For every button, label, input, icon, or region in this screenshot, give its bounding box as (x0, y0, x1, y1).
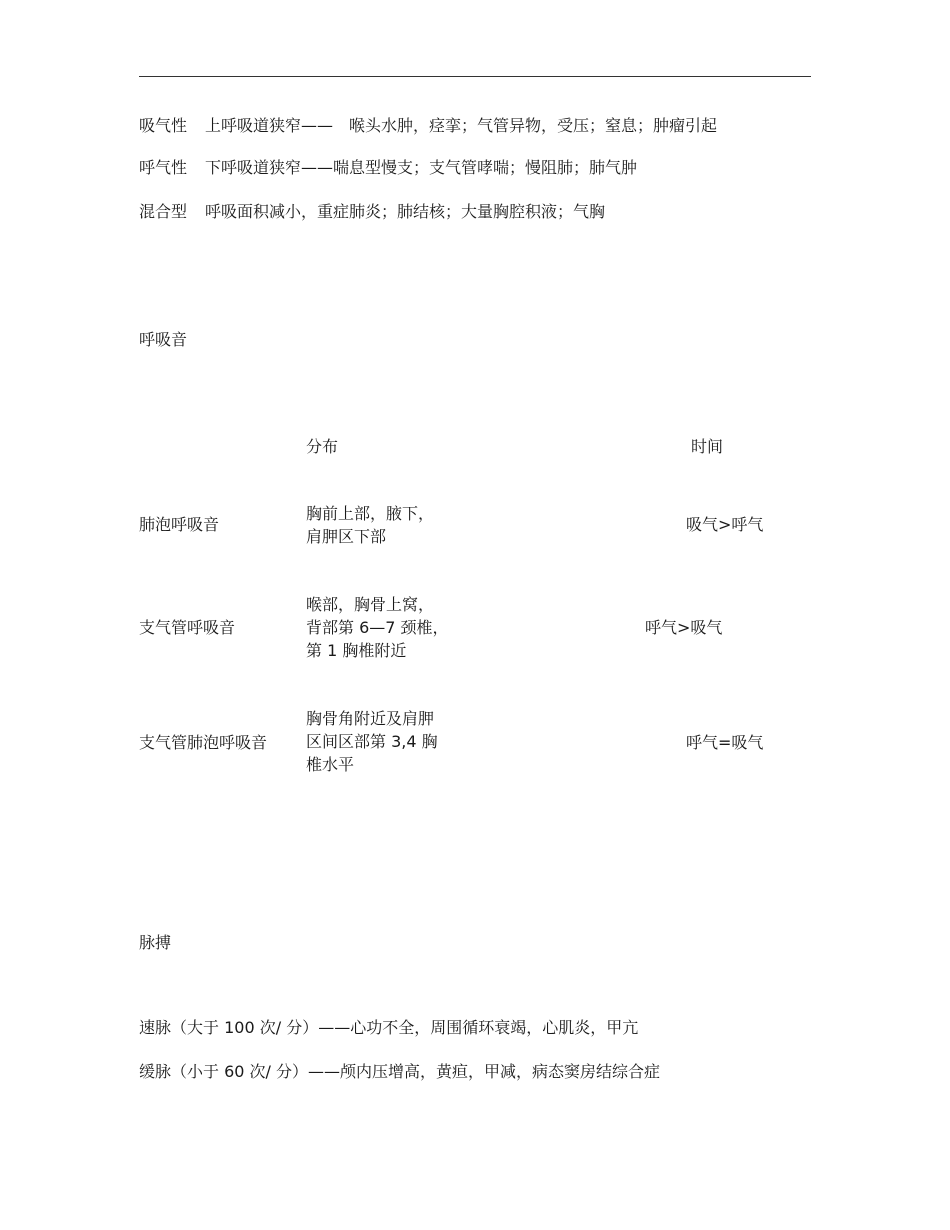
header-rule (139, 76, 811, 77)
dyspnea-desc: 上呼吸道狭窄—— 喉头水肿，痉挛；气管异物，受压；窒息；肿瘤引起 (205, 116, 718, 135)
dyspnea-desc: 下呼吸道狭窄——喘息型慢支；支气管哮喘；慢阻肺；肺气肿 (205, 158, 638, 177)
dyspnea-type: 呼气性 (139, 158, 188, 177)
distribution-line: 肩胛区下部 (306, 527, 387, 546)
breath-sound-name: 支气管肺泡呼吸音 (139, 733, 268, 752)
dyspnea-desc: 呼吸面积减小，重症肺炎；肺结核；大量胸腔积液；气胸 (205, 202, 606, 221)
distribution-line: 胸骨角附近及肩胛 (306, 709, 435, 728)
column-header-distribution: 分布 (306, 437, 339, 456)
breath-sound-name: 肺泡呼吸音 (139, 515, 220, 534)
distribution-line: 区间区部第 3,4 胸 (306, 732, 438, 751)
breath-sound-distribution (306, 707, 438, 776)
pulse-heading: 脉搏 (139, 933, 172, 952)
dyspnea-row-expiratory (139, 158, 637, 178)
distribution-line: 喉部，胸骨上窝， (306, 595, 435, 614)
breath-sound-time: 呼气>吸气 (645, 618, 723, 637)
breath-sound-name: 支气管呼吸音 (139, 618, 236, 637)
breath-sound-time: 吸气>呼气 (686, 515, 764, 534)
distribution-line: 椎水平 (306, 755, 355, 774)
breath-sound-time: 呼气=吸气 (686, 733, 764, 752)
distribution-line: 背部第 6—7 颈椎， (306, 618, 449, 637)
distribution-line: 第 1 胸椎附近 (306, 641, 407, 660)
dyspnea-type: 吸气性 (139, 116, 188, 135)
dyspnea-row-mixed (139, 202, 605, 222)
breath-sound-distribution (306, 593, 449, 662)
breath-sounds-heading: 呼吸音 (139, 330, 188, 349)
pulse-item-tachycardia: 速脉（大于 100 次/ 分）——心功不全，周围循环衰竭，心肌炎，甲亢 (139, 1018, 639, 1037)
distribution-line: 胸前上部，腋下， (306, 504, 435, 523)
pulse-item-bradycardia: 缓脉（小于 60 次/ 分）——颅内压增高，黄疸，甲减，病态窦房结综合症 (139, 1062, 661, 1081)
dyspnea-type: 混合型 (139, 202, 188, 221)
dyspnea-row-inspiratory (139, 116, 717, 136)
breath-sound-distribution (306, 502, 434, 548)
column-header-time: 时间 (691, 437, 724, 456)
